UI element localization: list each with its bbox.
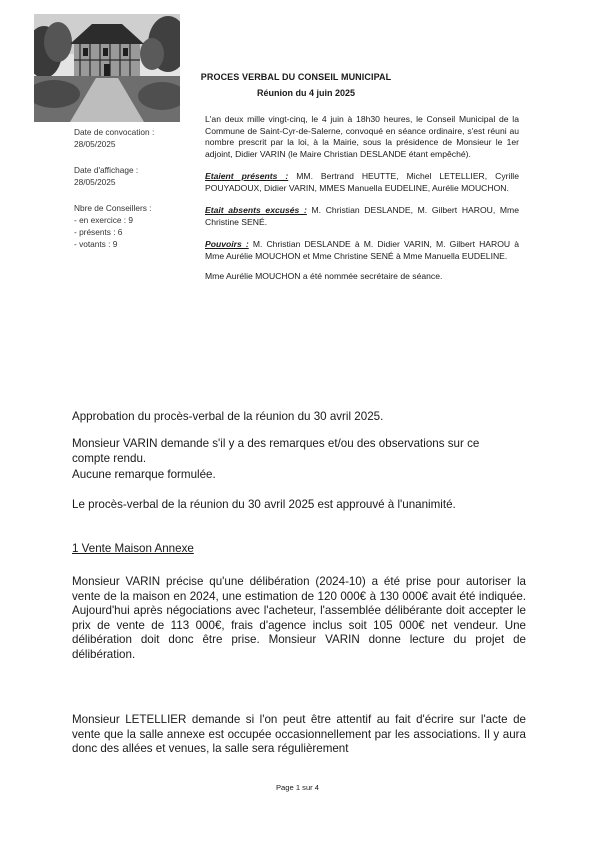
affichage-label: Date d'affichage : [74,165,139,175]
secretaire-paragraph: Mme Aurélie MOUCHON a été nommée secrétaire de séance. [205,271,443,281]
meeting-date-subtitle: Réunion du 4 juin 2025 [256,88,355,98]
absents-paragraph [205,205,519,228]
presents-paragraph [205,171,519,194]
approbation-heading: Approbation du procès-verbal de la réunion du 30 avril 2025. [72,410,384,423]
approbation-question: Monsieur VARIN demande s'il y a des remarques et/ou des observations sur ce compte rendu. [72,437,480,465]
manor-photo-image [34,14,180,122]
meeting-info-sidebar [74,126,194,250]
pouvoirs-label: Pouvoirs : [205,239,249,249]
meeting-intro [205,114,519,294]
header-photo-manor [34,14,180,122]
approbation-result: Le procès-verbal de la réunion du 30 avril 2025 est approuvé à l'unanimité. [72,498,456,511]
convocation-label: Date de convocation : [74,127,155,137]
conseillers-votants: - votants : 9 [74,239,118,249]
approbation-no-remark: Aucune remarque formulée. [72,468,216,481]
intro-opening-paragraph: L'an deux mille vingt-cinq, le 4 juin à 18h30 heures, le Conseil Municipal de la Commune de Saint-Cyr-de-Salerne, convoqué en séance ordinaire, s'est réuni au nombre prescrit par la loi, à la Mairie, sous la présidence de Monsieur le 1er adjoint, Didier VARIN (le Maire Christian DESLANDE étant empêché). [205,114,519,159]
presents-list: MM. Bertrand HEUTTE, Michel LETELLIER, Cyrille POUYADOUX, Didier VARIN, MMES Manuella EUDELINE, Aurélie MOUCHON. [205,171,519,193]
pouvoirs-list: M. Christian DESLANDE à M. Didier VARIN, M. Gilbert HAROU à Mme Aurélie MOUCHON et Mme Christine SENÉ à Mme Manuella EUDELINE. [205,239,519,261]
absents-list: M. Christian DESLANDE, M. Gilbert HAROU, Mme Christine SENÉ. [205,205,519,227]
document-header [186,72,406,98]
section-1-paragraph-1: Monsieur VARIN précise qu'une délibération (2024-10) a été prise pour autoriser la vente de la maison en 2024, une estimation de 120 000€ à 130 000€ avait été indiquée. Aujourd'hui après négociations avec l'acheteur, l'assemblée délibérante doit accepter le prix de vente de 113 000€, frais d'agence inclus soit 105 000€ net vendeur. Une délibération doit donc être prise. Monsieur VARIN donne lecture du projet de délibération. [72,575,526,661]
convocation-date: 28/05/2025 [74,139,116,149]
presents-label: Etaient présents : [205,171,289,181]
section-1-paragraph-2: Monsieur LETELLIER demande si l'on peut être attentif au fait d'écrire sur l'acte de vente que la salle annexe est occupée occasionnellement par les associations. Il y aura donc des allées et venues, la salle sera régulièrement [72,713,526,756]
document-title: PROCES VERBAL DU CONSEIL MUNICIPAL [200,72,392,82]
pouvoirs-paragraph [205,239,519,262]
absents-label: Etait absents excusés : [205,205,307,215]
page-number-footer: Page 1 sur 4 [275,783,320,792]
conseillers-en-exercice: - en exercice : 9 [74,215,134,225]
section-1-title [72,542,526,557]
affichage-date: 28/05/2025 [74,177,116,187]
conseillers-label: Nbre de Conseillers : [74,203,152,213]
section-1-title-text: 1 Vente Maison Annexe [72,542,194,555]
conseillers-presents: - présents : 6 [74,227,123,237]
